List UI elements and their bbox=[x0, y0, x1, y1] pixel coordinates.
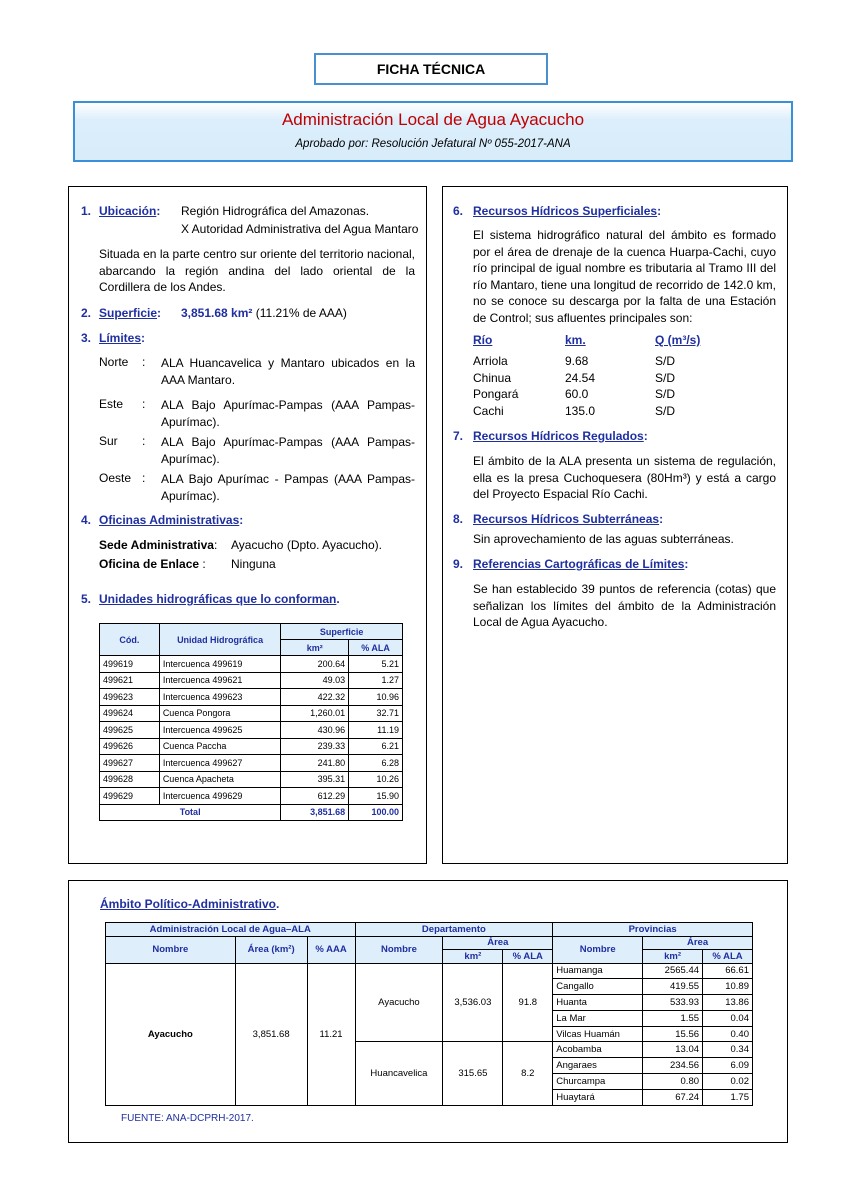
dep-km2-cell: 315.65 bbox=[443, 1042, 503, 1105]
limite-sep: : bbox=[142, 434, 146, 448]
ambito-title: Ámbito Político-Administrativo bbox=[100, 897, 277, 911]
pct-cell: 1.27 bbox=[349, 672, 403, 689]
prov-nombre-cell: La Mar bbox=[553, 1010, 643, 1026]
total-km2: 3,851.68 bbox=[281, 804, 349, 821]
col-header: Área (km²) bbox=[235, 936, 307, 963]
section-4-title: Oficinas Administrativas bbox=[99, 513, 240, 527]
rio-header: Río bbox=[473, 333, 493, 347]
prov-pct-cell: 0.02 bbox=[703, 1074, 753, 1090]
section-9-heading: Referencias Cartográficas de Límites: bbox=[473, 557, 689, 571]
sede-label-line: Sede Administrativa: bbox=[99, 538, 218, 552]
table-header-row bbox=[106, 936, 753, 950]
superficiales-description: El sistema hidrográfico natural del ámbito es formado por el área de drenaje de la cuenca Huarpa-Cachi, cuyo río principal de igual nombre es tributaria al Tramo III del río Mantaro, tiene una longitud de recorrido de 142.0 km, no se conoce su descarga por la falta de una Estación de Control; sus afluentes principales son: bbox=[473, 228, 776, 325]
prov-nombre-cell: Huaytará bbox=[553, 1089, 643, 1105]
cod-cell: 499625 bbox=[100, 722, 160, 739]
rio-km: 9.68 bbox=[565, 354, 589, 368]
rio-q: S/D bbox=[655, 371, 676, 385]
col-header: km² bbox=[281, 640, 349, 656]
unidad-cell: Intercuenca 499627 bbox=[159, 755, 281, 772]
prov-nombre-cell: Cangallo bbox=[553, 979, 643, 995]
ubicacion-description: Situada en la parte centro sur oriente del territorio nacional, abarcando la región andina del lado oriental de la Cordillera de los Andes. bbox=[99, 247, 415, 294]
km2-cell: 430.96 bbox=[281, 722, 349, 739]
subterraneas-description: Sin aprovechamiento de las aguas subterráneas. bbox=[473, 532, 734, 546]
prov-nombre-cell: Acobamba bbox=[553, 1042, 643, 1058]
section-6-number: 6. bbox=[453, 204, 464, 218]
limite-dir: Este bbox=[99, 397, 124, 411]
regulados-description: El ámbito de la ALA presenta un sistema de regulación, ella es la presa Cuchoquesera (80Hm³) y está a cargo del Proyecto Espacial Río Cachi. bbox=[473, 454, 776, 501]
unidad-cell: Intercuenca 499625 bbox=[159, 722, 281, 739]
ala-nombre-cell: Ayacucho bbox=[106, 963, 236, 1105]
ala-area-cell: 3,851.68 bbox=[235, 963, 307, 1105]
rio-name: Cachi bbox=[473, 404, 504, 418]
col-header: Área bbox=[443, 936, 553, 950]
unidad-cell: Intercuenca 499623 bbox=[159, 689, 281, 706]
prov-km2-cell: 67.24 bbox=[643, 1089, 703, 1105]
section-5-heading: Unidades hidrográficas que lo conforman. bbox=[99, 592, 340, 606]
section-5-title: Unidades hidrográficas que lo conforman bbox=[99, 592, 337, 606]
section-7-heading: Recursos Hídricos Regulados: bbox=[473, 429, 648, 443]
rio-name: Arriola bbox=[473, 354, 508, 368]
enlace-label-line: Oficina de Enlace : bbox=[99, 557, 206, 571]
prov-nombre-cell: Angaraes bbox=[553, 1058, 643, 1074]
km2-cell: 1,260.01 bbox=[281, 705, 349, 722]
col-header: Nombre bbox=[553, 936, 643, 963]
section-8-title: Recursos Hídricos Subterráneas bbox=[473, 512, 660, 526]
pct-cell: 11.19 bbox=[349, 722, 403, 739]
table-row bbox=[100, 738, 403, 755]
ambito-politico-table bbox=[105, 922, 753, 1106]
prov-pct-cell: 13.86 bbox=[703, 995, 753, 1011]
cartograficas-description: Se han establecido 39 puntos de referencia (cotas) que señalizan los límites del ámbito de la Administración Local de Agua Ayacucho. bbox=[473, 582, 776, 629]
unidad-cell: Intercuenca 499621 bbox=[159, 672, 281, 689]
table-row bbox=[100, 705, 403, 722]
limite-text: ALA Huancavelica y Mantaro ubicados en la AAA Mantaro. bbox=[161, 356, 415, 387]
limite-dir: Sur bbox=[99, 434, 118, 448]
rio-q: S/D bbox=[655, 354, 676, 368]
prov-pct-cell: 10.89 bbox=[703, 979, 753, 995]
pct-cell: 5.21 bbox=[349, 656, 403, 673]
col-header: % AAA bbox=[307, 936, 355, 963]
ficha-tecnica-title: FICHA TÉCNICA bbox=[314, 53, 548, 85]
km2-cell: 49.03 bbox=[281, 672, 349, 689]
prov-pct-cell: 6.09 bbox=[703, 1058, 753, 1074]
pct-cell: 10.26 bbox=[349, 771, 403, 788]
prov-nombre-cell: Huamanga bbox=[553, 963, 643, 979]
section-6-heading: Recursos Hídricos Superficiales: bbox=[473, 204, 662, 218]
page-subtitle: Aprobado por: Resolución Jefatural Nº 055-2017-ANA bbox=[295, 138, 571, 150]
cod-cell: 499626 bbox=[100, 738, 160, 755]
col-header: Departamento bbox=[355, 923, 553, 937]
table-row bbox=[100, 689, 403, 706]
limite-text: ALA Bajo Apurímac-Pampas (AAA Pampas-Apurímac). bbox=[161, 435, 415, 466]
total-pct: 100.00 bbox=[349, 804, 403, 821]
limite-text: ALA Bajo Apurímac - Pampas (AAA Pampas-Apurímac). bbox=[161, 472, 415, 503]
prov-pct-cell: 0.04 bbox=[703, 1010, 753, 1026]
table-row bbox=[100, 755, 403, 772]
section-1-heading: Ubicación: bbox=[99, 204, 161, 218]
col-header: % ALA bbox=[503, 950, 553, 964]
section-9-title: Referencias Cartográficas de Límites bbox=[473, 557, 685, 571]
prov-km2-cell: 419.55 bbox=[643, 979, 703, 995]
bottom-panel bbox=[68, 880, 788, 1143]
km2-cell: 241.80 bbox=[281, 755, 349, 772]
ubicacion-line2: X Autoridad Administrativa del Agua Mantaro bbox=[181, 222, 419, 236]
page-title: Administración Local de Agua Ayacucho bbox=[281, 110, 585, 129]
section-1-title: Ubicación bbox=[99, 204, 157, 218]
dep-km2-cell: 3,536.03 bbox=[443, 963, 503, 1042]
km2-cell: 612.29 bbox=[281, 788, 349, 805]
header-banner bbox=[73, 101, 793, 162]
dep-pct-cell: 8.2 bbox=[503, 1042, 553, 1105]
q-header: Q (m³/s) bbox=[655, 333, 701, 347]
col-header: Nombre bbox=[355, 936, 443, 963]
section-1-number: 1. bbox=[81, 204, 92, 218]
dep-nombre-cell: Ayacucho bbox=[355, 963, 443, 1042]
table-row bbox=[100, 672, 403, 689]
section-8-number: 8. bbox=[453, 512, 464, 526]
table-header-row bbox=[106, 923, 753, 937]
section-9-number: 9. bbox=[453, 557, 464, 571]
cod-cell: 499624 bbox=[100, 705, 160, 722]
prov-nombre-cell: Churcampa bbox=[553, 1074, 643, 1090]
cod-cell: 499629 bbox=[100, 788, 160, 805]
dep-nombre-cell: Huancavelica bbox=[355, 1042, 443, 1105]
section-3-title: Límites bbox=[99, 331, 142, 345]
col-header: % ALA bbox=[349, 640, 403, 656]
section-3-number: 3. bbox=[81, 331, 92, 345]
col-header: % ALA bbox=[703, 950, 753, 964]
cod-cell: 499623 bbox=[100, 689, 160, 706]
col-header: Cód. bbox=[100, 624, 160, 656]
limite-text: ALA Bajo Apurímac-Pampas (AAA Pampas-Apurímac). bbox=[161, 398, 415, 429]
rio-name: Chinua bbox=[473, 371, 512, 385]
ambito-heading: Ámbito Político-Administrativo. bbox=[100, 897, 280, 911]
rio-name: Pongará bbox=[473, 387, 519, 401]
prov-km2-cell: 13.04 bbox=[643, 1042, 703, 1058]
prov-km2-cell: 234.56 bbox=[643, 1058, 703, 1074]
pct-cell: 10.96 bbox=[349, 689, 403, 706]
pct-cell: 6.28 bbox=[349, 755, 403, 772]
rio-km: 135.0 bbox=[565, 404, 596, 418]
pct-cell: 6.21 bbox=[349, 738, 403, 755]
table-body bbox=[100, 656, 403, 805]
table-row bbox=[100, 788, 403, 805]
section-2-number: 2. bbox=[81, 306, 92, 320]
limite-dir: Norte bbox=[99, 355, 129, 369]
prov-pct-cell: 1.75 bbox=[703, 1089, 753, 1105]
table-total-row bbox=[100, 804, 403, 821]
prov-km2-cell: 0.80 bbox=[643, 1074, 703, 1090]
unidad-cell: Intercuenca 499629 bbox=[159, 788, 281, 805]
prov-nombre-cell: Huanta bbox=[553, 995, 643, 1011]
superficie-value-line bbox=[181, 306, 347, 320]
section-2-title: Superficie bbox=[99, 306, 158, 320]
col-header: Administración Local de Agua–ALA bbox=[106, 923, 356, 937]
km2-cell: 200.64 bbox=[281, 656, 349, 673]
col-header: Nombre bbox=[106, 936, 236, 963]
table-row bbox=[100, 771, 403, 788]
limite-sep: : bbox=[142, 355, 146, 369]
enlace-value: Ninguna bbox=[231, 557, 276, 571]
unidad-cell: Cuenca Pongora bbox=[159, 705, 281, 722]
prov-pct-cell: 0.34 bbox=[703, 1042, 753, 1058]
cod-cell: 499628 bbox=[100, 771, 160, 788]
prov-km2-cell: 2565.44 bbox=[643, 963, 703, 979]
unidad-cell: Cuenca Apacheta bbox=[159, 771, 281, 788]
col-header: km² bbox=[643, 950, 703, 964]
limite-sep: : bbox=[142, 471, 146, 485]
section-2-heading: Superficie: bbox=[99, 306, 162, 320]
right-panel bbox=[442, 186, 788, 864]
col-header: km² bbox=[443, 950, 503, 964]
table-row bbox=[106, 963, 753, 979]
section-4-number: 4. bbox=[81, 513, 92, 527]
section-7-title: Recursos Hídricos Regulados bbox=[473, 429, 644, 443]
section-7-number: 7. bbox=[453, 429, 464, 443]
table-row bbox=[100, 656, 403, 673]
prov-pct-cell: 0.40 bbox=[703, 1026, 753, 1042]
section-4-heading: Oficinas Administrativas: bbox=[99, 513, 244, 527]
superficie-extra: (11.21% de AAA) bbox=[255, 306, 347, 320]
enlace-label: Oficina de Enlace bbox=[99, 557, 200, 571]
pct-cell: 32.71 bbox=[349, 705, 403, 722]
fuente-note: FUENTE: ANA-DCPRH-2017. bbox=[121, 1113, 254, 1124]
superficie-value: 3,851.68 km² bbox=[181, 306, 253, 320]
km2-cell: 239.33 bbox=[281, 738, 349, 755]
section-6-title: Recursos Hídricos Superficiales bbox=[473, 204, 658, 218]
table-body bbox=[106, 963, 753, 1105]
rio-q: S/D bbox=[655, 404, 676, 418]
km2-cell: 395.31 bbox=[281, 771, 349, 788]
limite-sep: : bbox=[142, 397, 146, 411]
prov-nombre-cell: Vilcas Huamán bbox=[553, 1026, 643, 1042]
km2-cell: 422.32 bbox=[281, 689, 349, 706]
km-header: km. bbox=[565, 333, 586, 347]
section-3-heading: Límites: bbox=[99, 331, 146, 345]
limite-dir: Oeste bbox=[99, 471, 132, 485]
total-label: Total bbox=[100, 804, 281, 821]
ubicacion-line1: Región Hidrográfica del Amazonas. bbox=[181, 204, 370, 218]
col-header: Área bbox=[643, 936, 753, 950]
section-5-number: 5. bbox=[81, 592, 92, 606]
table-row bbox=[100, 722, 403, 739]
rio-km: 24.54 bbox=[565, 371, 596, 385]
prov-pct-cell: 66.61 bbox=[703, 963, 753, 979]
cod-cell: 499621 bbox=[100, 672, 160, 689]
pct-cell: 15.90 bbox=[349, 788, 403, 805]
col-header: Superficie bbox=[281, 624, 403, 640]
left-panel bbox=[68, 186, 427, 864]
prov-km2-cell: 1.55 bbox=[643, 1010, 703, 1026]
sede-value: Ayacucho (Dpto. Ayacucho). bbox=[231, 538, 382, 552]
sede-label: Sede Administrativa bbox=[99, 538, 214, 552]
rio-q: S/D bbox=[655, 387, 676, 401]
cod-cell: 499619 bbox=[100, 656, 160, 673]
prov-km2-cell: 533.93 bbox=[643, 995, 703, 1011]
col-header: Unidad Hidrográfica bbox=[159, 624, 281, 656]
dep-pct-cell: 91.8 bbox=[503, 963, 553, 1042]
cod-cell: 499627 bbox=[100, 755, 160, 772]
section-8-heading: Recursos Hídricos Subterráneas: bbox=[473, 512, 664, 526]
col-header: Provincias bbox=[553, 923, 753, 937]
prov-km2-cell: 15.56 bbox=[643, 1026, 703, 1042]
ala-pct-cell: 11.21 bbox=[307, 963, 355, 1105]
rio-km: 60.0 bbox=[565, 387, 589, 401]
unidades-hidrograficas-table bbox=[99, 623, 403, 821]
unidad-cell: Cuenca Paccha bbox=[159, 738, 281, 755]
unidad-cell: Intercuenca 499619 bbox=[159, 656, 281, 673]
table-header-row bbox=[100, 624, 403, 640]
